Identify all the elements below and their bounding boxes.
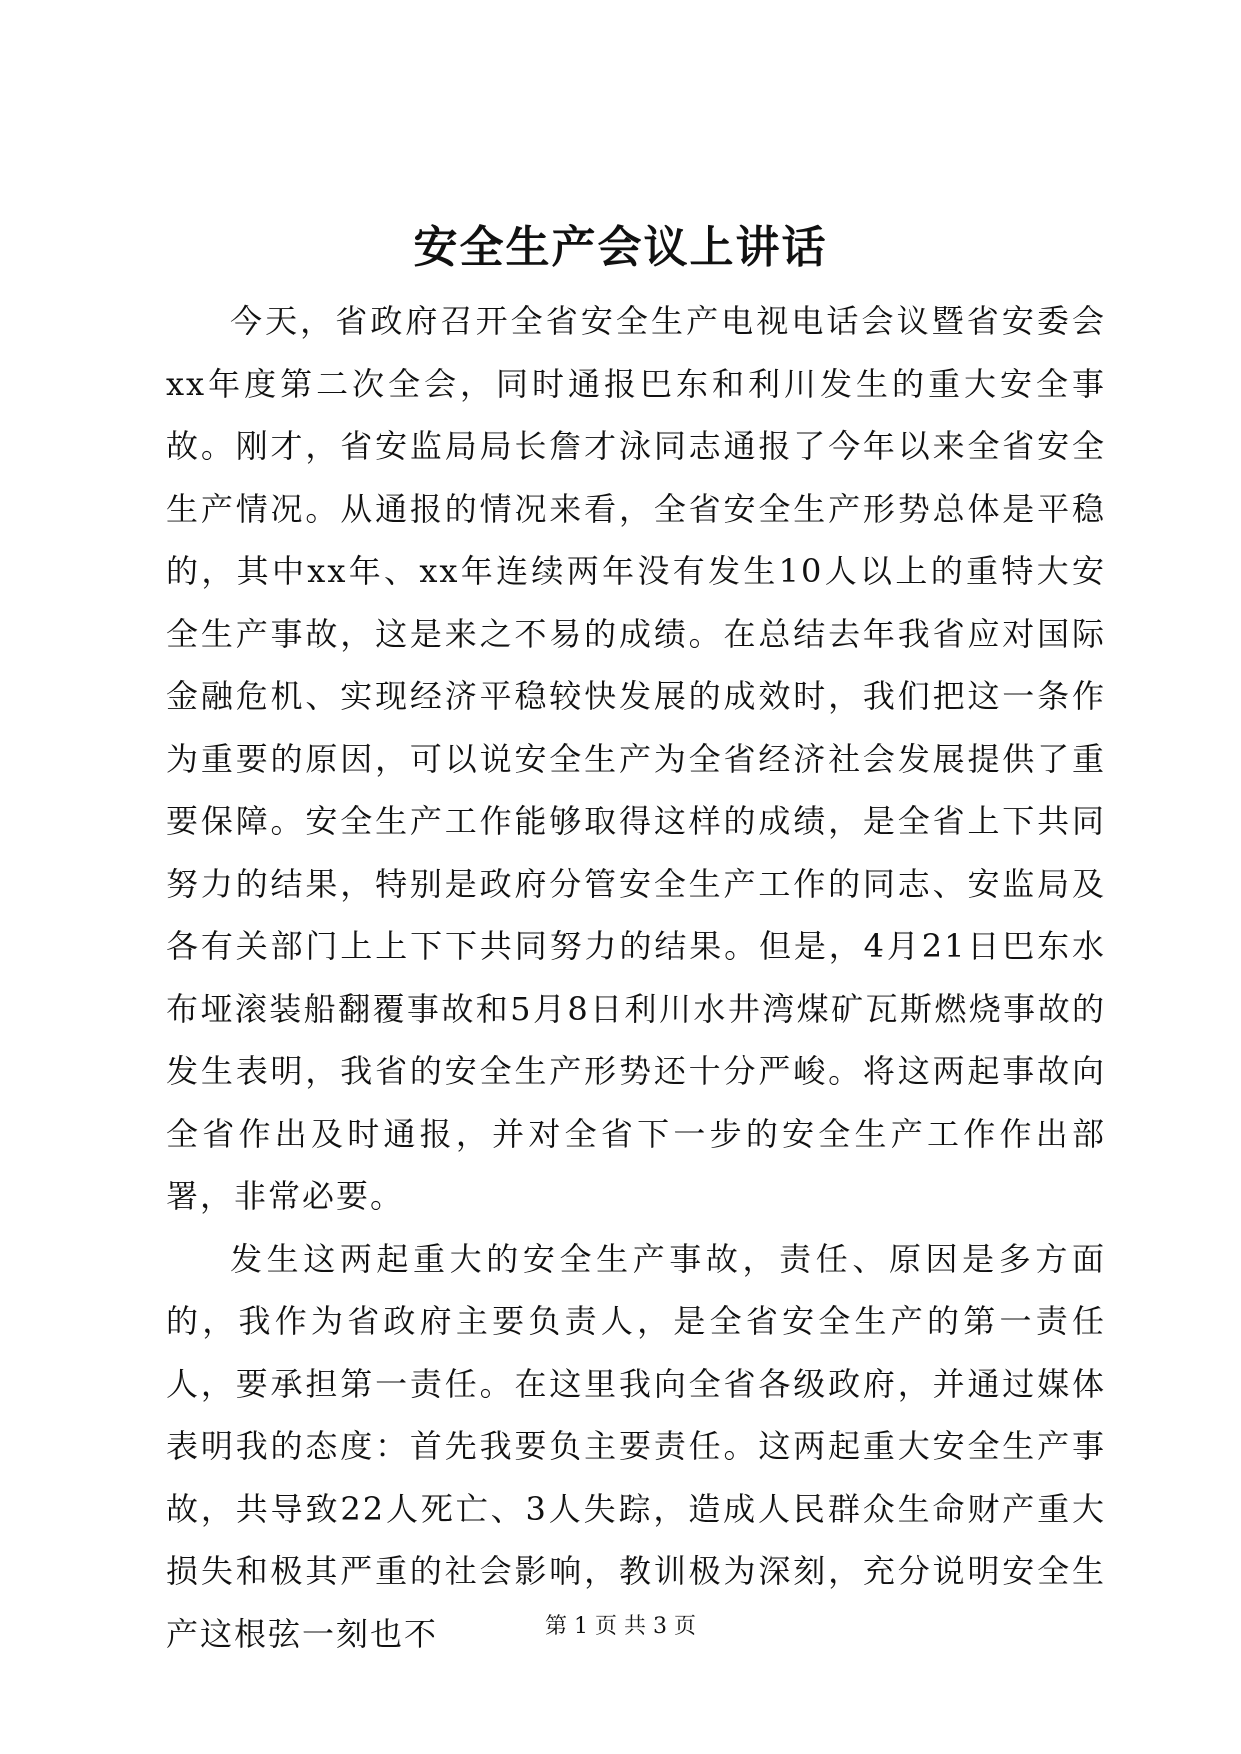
document-title: 安全生产会议上讲话 <box>413 222 828 273</box>
paragraph-1: 今天，省政府召开全省安全生产电视电话会议暨省安委会xx年度第二次全会，同时通报巴东和利川发生的重大安全事故。刚才，省安监局局长詹才泳同志通报了今年以来全省安全生产情况。从通报的情况来看，全省安全生产形势总体是平稳的，其中xx年、xx年连续两年没有发生10人以上的重特大安全生产事故，这是来之不易的成绩。在总结去年我省应对国际金融危机、实现经济平稳较快发展的成效时，我们把这一条作为重要的原因，可以说安全生产为全省经济社会发展提供了重要保障。安全生产工作能够取得这样的成绩，是全省上下共同努力的结果，特别是政府分管安全生产工作的同志、安监局及各有关部门上上下下共同努力的结果。但是，4月21日巴东水布垭滚装船翻覆事故和5月8日利川水井湾煤矿瓦斯燃烧事故的发生表明，我省的安全生产形势还十分严峻。将这两起事故向全省作出及时通报，并对全省下一步的安全生产工作作出部署，非常必要。 <box>166 302 1106 1215</box>
page-footer: 第 1 页 共 3 页 <box>545 1614 696 1639</box>
paragraph-2: 发生这两起重大的安全生产事故，责任、原因是多方面的，我作为省政府主要负责人，是全省安全生产的第一责任人，要承担第一责任。在这里我向全省各级政府，并通过媒体表明我的态度：首先我要负主要责任。这两起重大安全生产事故，共导致22人死亡、3人失踪，造成人民群众生命财产重大损失和极其严重的社会影响，教训极为深刻，充分说明安全生产这根弦一刻也不 <box>166 1239 1106 1653</box>
document-body <box>166 290 1106 1665</box>
